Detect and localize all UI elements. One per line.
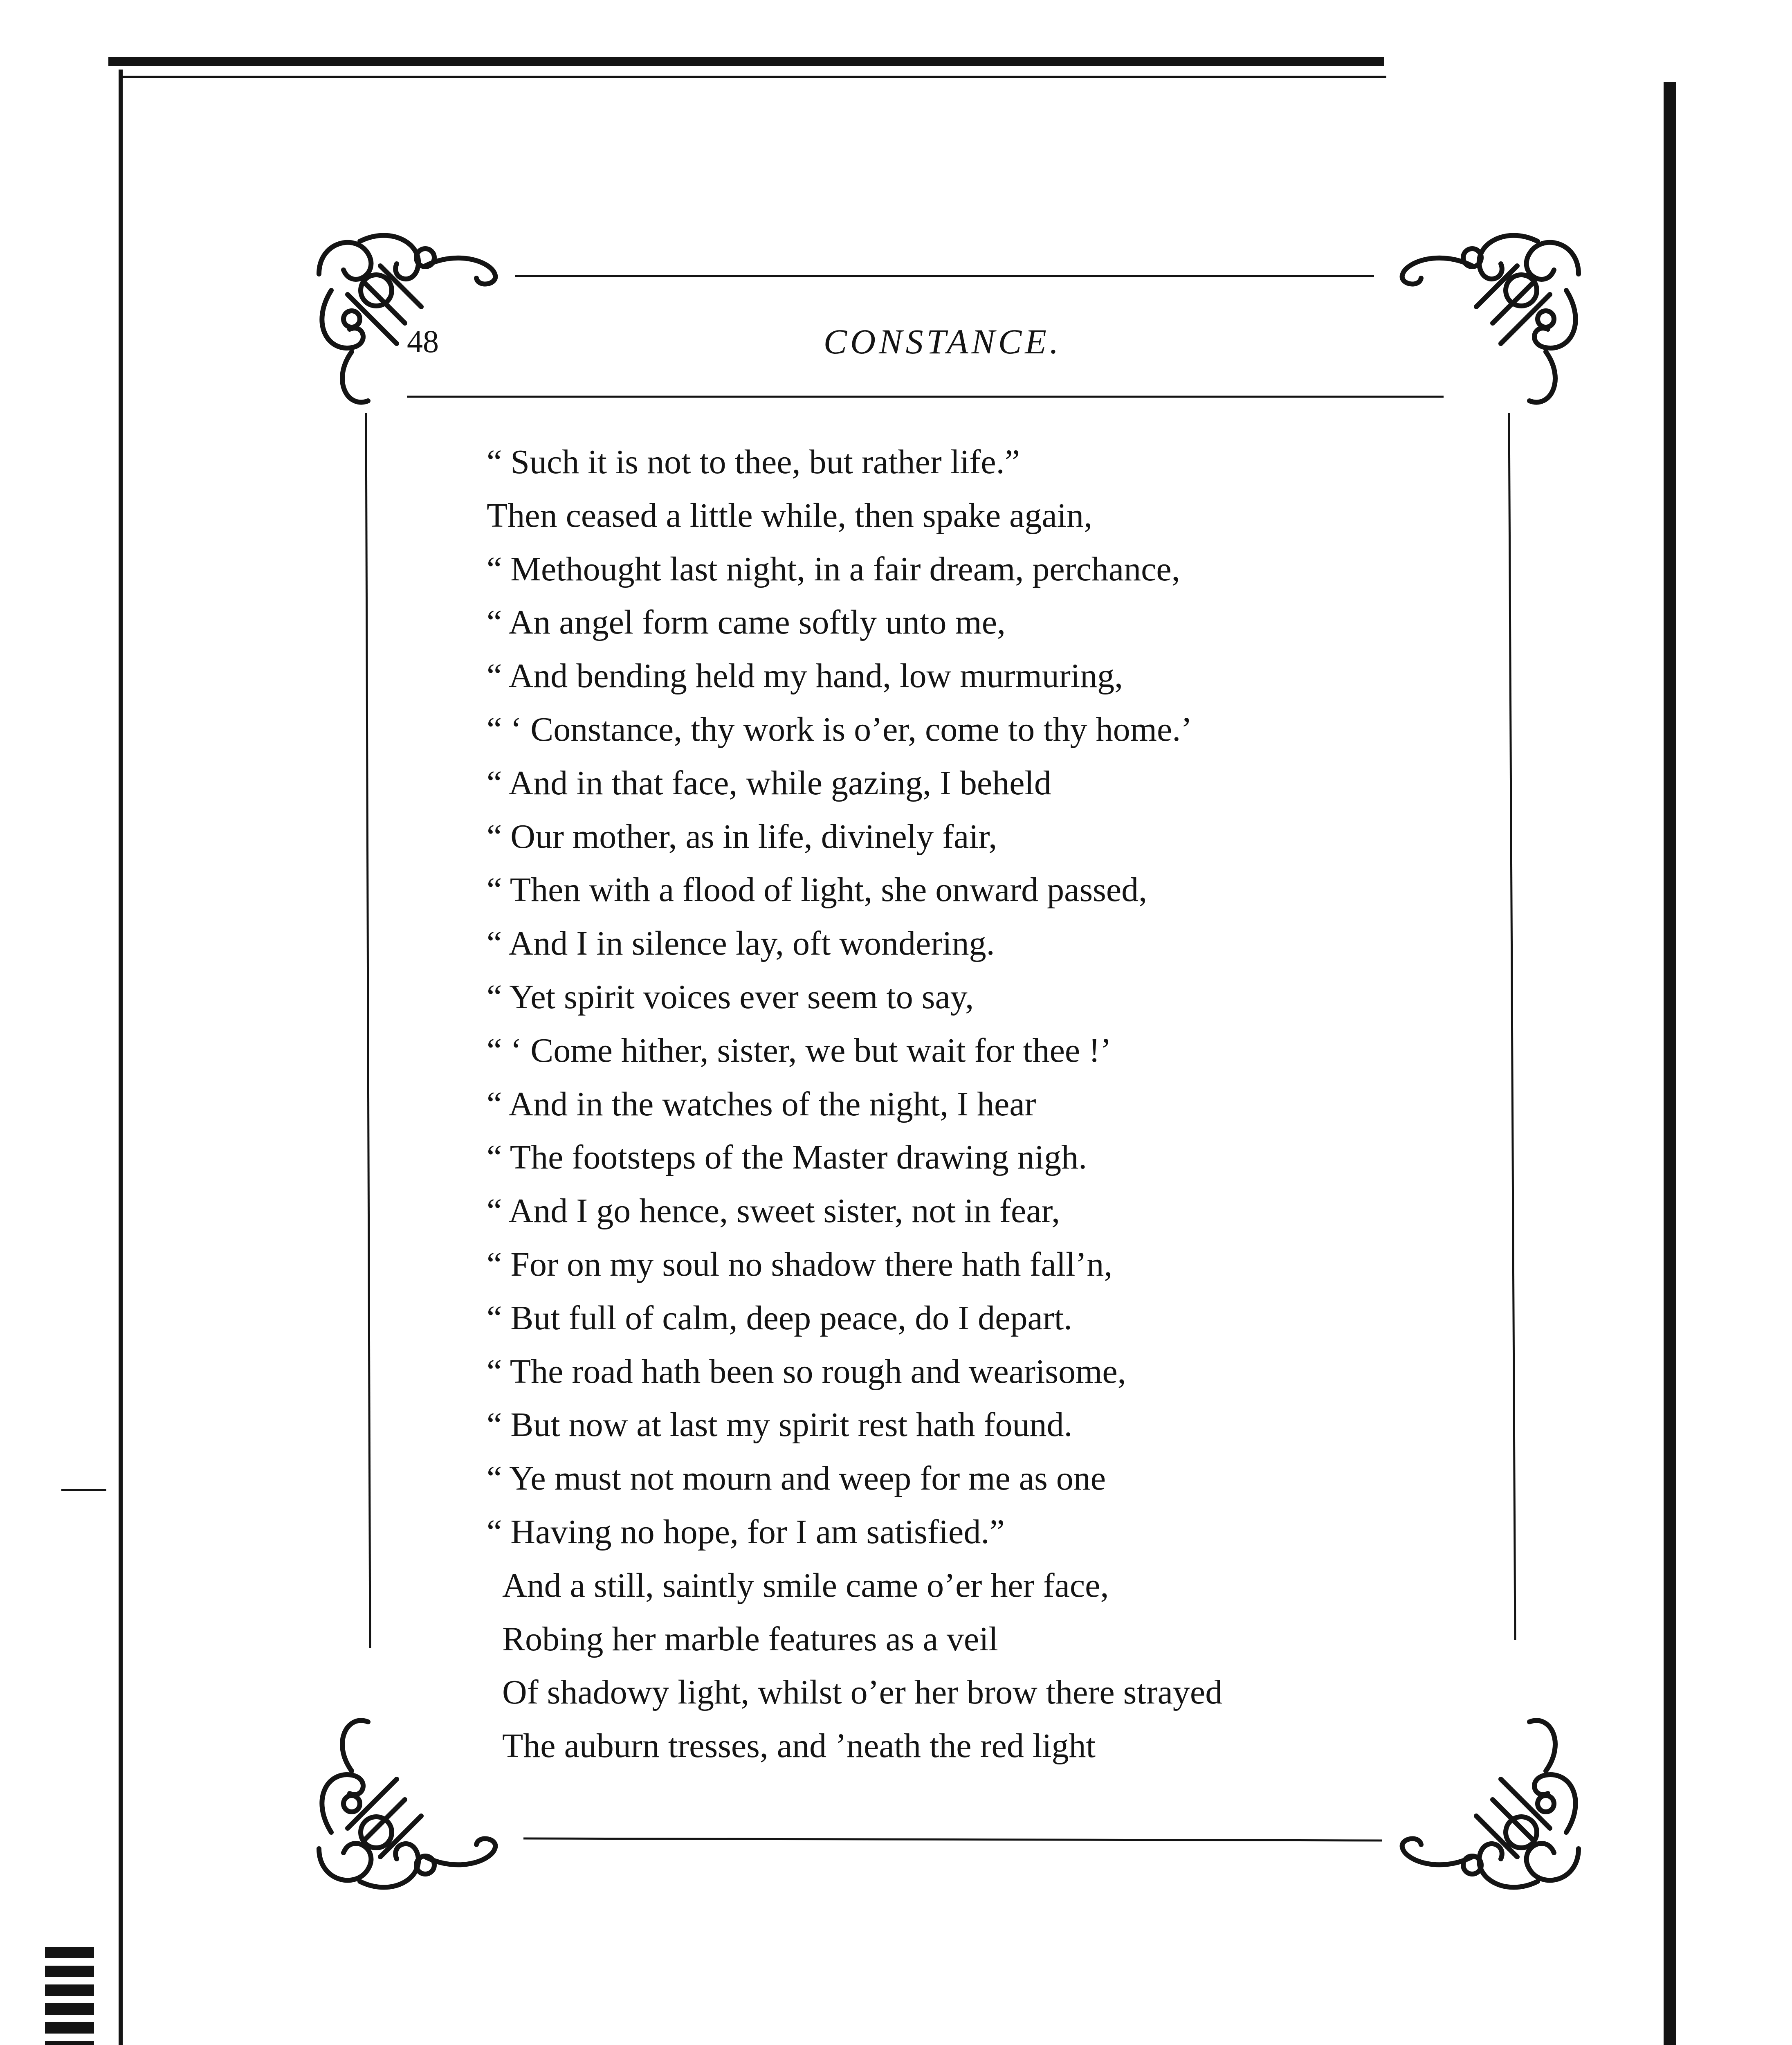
scan-edge-rule-top-thin [119,76,1386,78]
poem-line: Then ceased a little while, then spake again, [487,496,1093,535]
poem-line: And a still, saintly smile came o’er her face, [502,1566,1109,1605]
poem-line: Of shadowy light, whilst o’er her brow there strayed [502,1673,1223,1712]
scan-edge-rule-left [119,70,123,2045]
poem-line: The auburn tresses, and ’neath the red light [502,1727,1096,1765]
poem-line: “ The road hath been so rough and wearisome, [487,1352,1126,1391]
poem-line: Robing her marble features as a veil [502,1620,998,1658]
running-header [407,313,1478,370]
scan-edge-tick [61,1489,106,1491]
scan-edge-rule-top [108,57,1384,66]
running-title: CONSTANCE. [823,322,1062,361]
floral-scroll-corner-icon-bottom-right [1390,1701,1595,1906]
poem-line: “ And in that face, while gazing, I beheld [487,764,1051,802]
poem-line: “ But full of calm, deep peace, do I depart. [487,1299,1073,1337]
poem-body [487,436,1403,1773]
poem-line: “ But now at last my spirit rest hath found. [487,1406,1073,1444]
poem-line: “ An angel form came softly unto me, [487,603,1006,642]
poem-line: “ And I go hence, sweet sister, not in fear, [487,1192,1060,1230]
poem-line: “ And bending held my hand, low murmuring, [487,657,1123,695]
poem-line: “ And in the watches of the night, I hear [487,1085,1036,1123]
poem-line: “ ‘ Come hither, sister, we but wait for thee !’ [487,1031,1112,1070]
poem-line: “ Our mother, as in life, divinely fair, [487,817,997,856]
floral-scroll-corner-icon-bottom-left [303,1701,507,1906]
scan-barcode-mark [45,1947,94,2045]
poem-line: “ For on my soul no shadow there hath fall’n, [487,1245,1113,1283]
poem-line: “ The footsteps of the Master drawing nigh. [487,1138,1087,1177]
poem-line: “ Methought last night, in a fair dream, perchance, [487,550,1180,588]
poem-line: “ ‘ Constance, thy work is o’er, come to thy home.’ [487,710,1192,748]
poem-line: “ Having no hope, for I am satisfied.” [487,1512,1005,1551]
poem-line: “ Then with a flood of light, she onward passed, [487,871,1148,909]
poem-line: “ And I in silence lay, oft wondering. [487,924,995,963]
poem-line: “ Ye must not mourn and weep for me as one [487,1459,1106,1498]
poem-line: “ Yet spirit voices ever seem to say, [487,978,974,1016]
poem-line: “ Such it is not to thee, but rather life.” [487,443,1020,481]
page-number: 48 [407,324,439,359]
scan-edge-bar-right [1664,82,1676,2045]
